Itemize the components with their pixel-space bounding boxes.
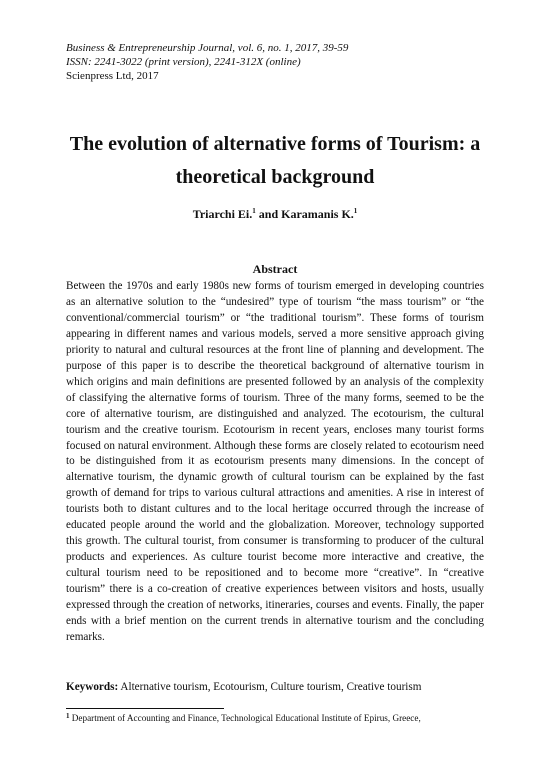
paper-title-line-1: The evolution of alternative forms of Tourism: a	[69, 133, 481, 155]
author-name: Triarchi Ei.	[192, 207, 253, 221]
footnote	[66, 712, 506, 724]
keywords-line	[66, 680, 484, 695]
abstract-heading: Abstract	[252, 262, 298, 276]
footnote-divider	[66, 708, 224, 709]
journal-header	[66, 41, 348, 83]
footnote-text: Department of Accounting and Finance, Technological Educational Institute of Epirus, Greece,	[71, 713, 421, 723]
publisher-line: Scienpress Ltd, 2017	[66, 70, 159, 82]
author-list	[0, 206, 550, 222]
keywords-label: Keywords:	[66, 681, 119, 693]
affiliation-mark: 1	[353, 207, 358, 215]
footnote-mark: 1	[66, 712, 70, 720]
author-name: Karamanis K.	[281, 207, 354, 221]
author-conjunction: and	[258, 207, 279, 221]
abstract-text: Between the 1970s and early 1980s new forms of tourism emerged in developing countries as an alternative solution to the “undesired” type of tourism “the mass tourism” or “the conventional/commercial tourism” or “the traditional tourism”. These forms of tourism appearing in different names and various models, served a more sensitive approach giving priority to natural and cultural resources at the front line of planning and development. The purpose of this paper is to describe the theoretical background of alternative tourism in which origins and main definitions are presented followed by an analysis of the complexity of classifying the alternative forms of tourism. Three of the many forms, seemed to be the core of alternative tourism, are distinguished and analyzed. The ecotourism, the cultural tourism and the creative tourism. Ecotourism in recent years, encloses many tourist forms focused on natural environment. Although these forms are closely related to ecotourism need to be distinguished from it as ecotourism presents many dimensions. In the concept of alternative tourism, the dynamic growth of cultural tourism can be explained by the fast growth of demand for trips to various cultural attractions and amenities. A rise in interest of tourists both to distant cultures and to the local heritage occurred through the increase of educated people around the world and the globalization. Moreover, technology supported this growth. The cultural tourist, from consumer is transforming to producer of the cultural products and experiences. As culture tourist become more interactive and creative, the cultural tourism need to be repositioned and to become more “creative”. In “creative tourism” there is a co-creation of creative experiences between visitors and hosts, usually expressed through the creation of networks, itineraries, courses and events. Finally, the paper ends with a brief mention on the current trends in alternative tourism and the concluding remarks.	[66, 280, 484, 643]
affiliation-mark: 1	[252, 207, 256, 215]
journal-citation: Business & Entrepreneurship Journal, vol. 6, no. 1, 2017, 39-59	[66, 42, 349, 54]
keywords-text: Alternative tourism, Ecotourism, Culture tourism, Creative tourism	[120, 681, 422, 693]
issn-line: ISSN: 2241-3022 (print version), 2241-312X (online)	[66, 56, 301, 68]
paper-title-line-2: theoretical background	[175, 166, 375, 188]
